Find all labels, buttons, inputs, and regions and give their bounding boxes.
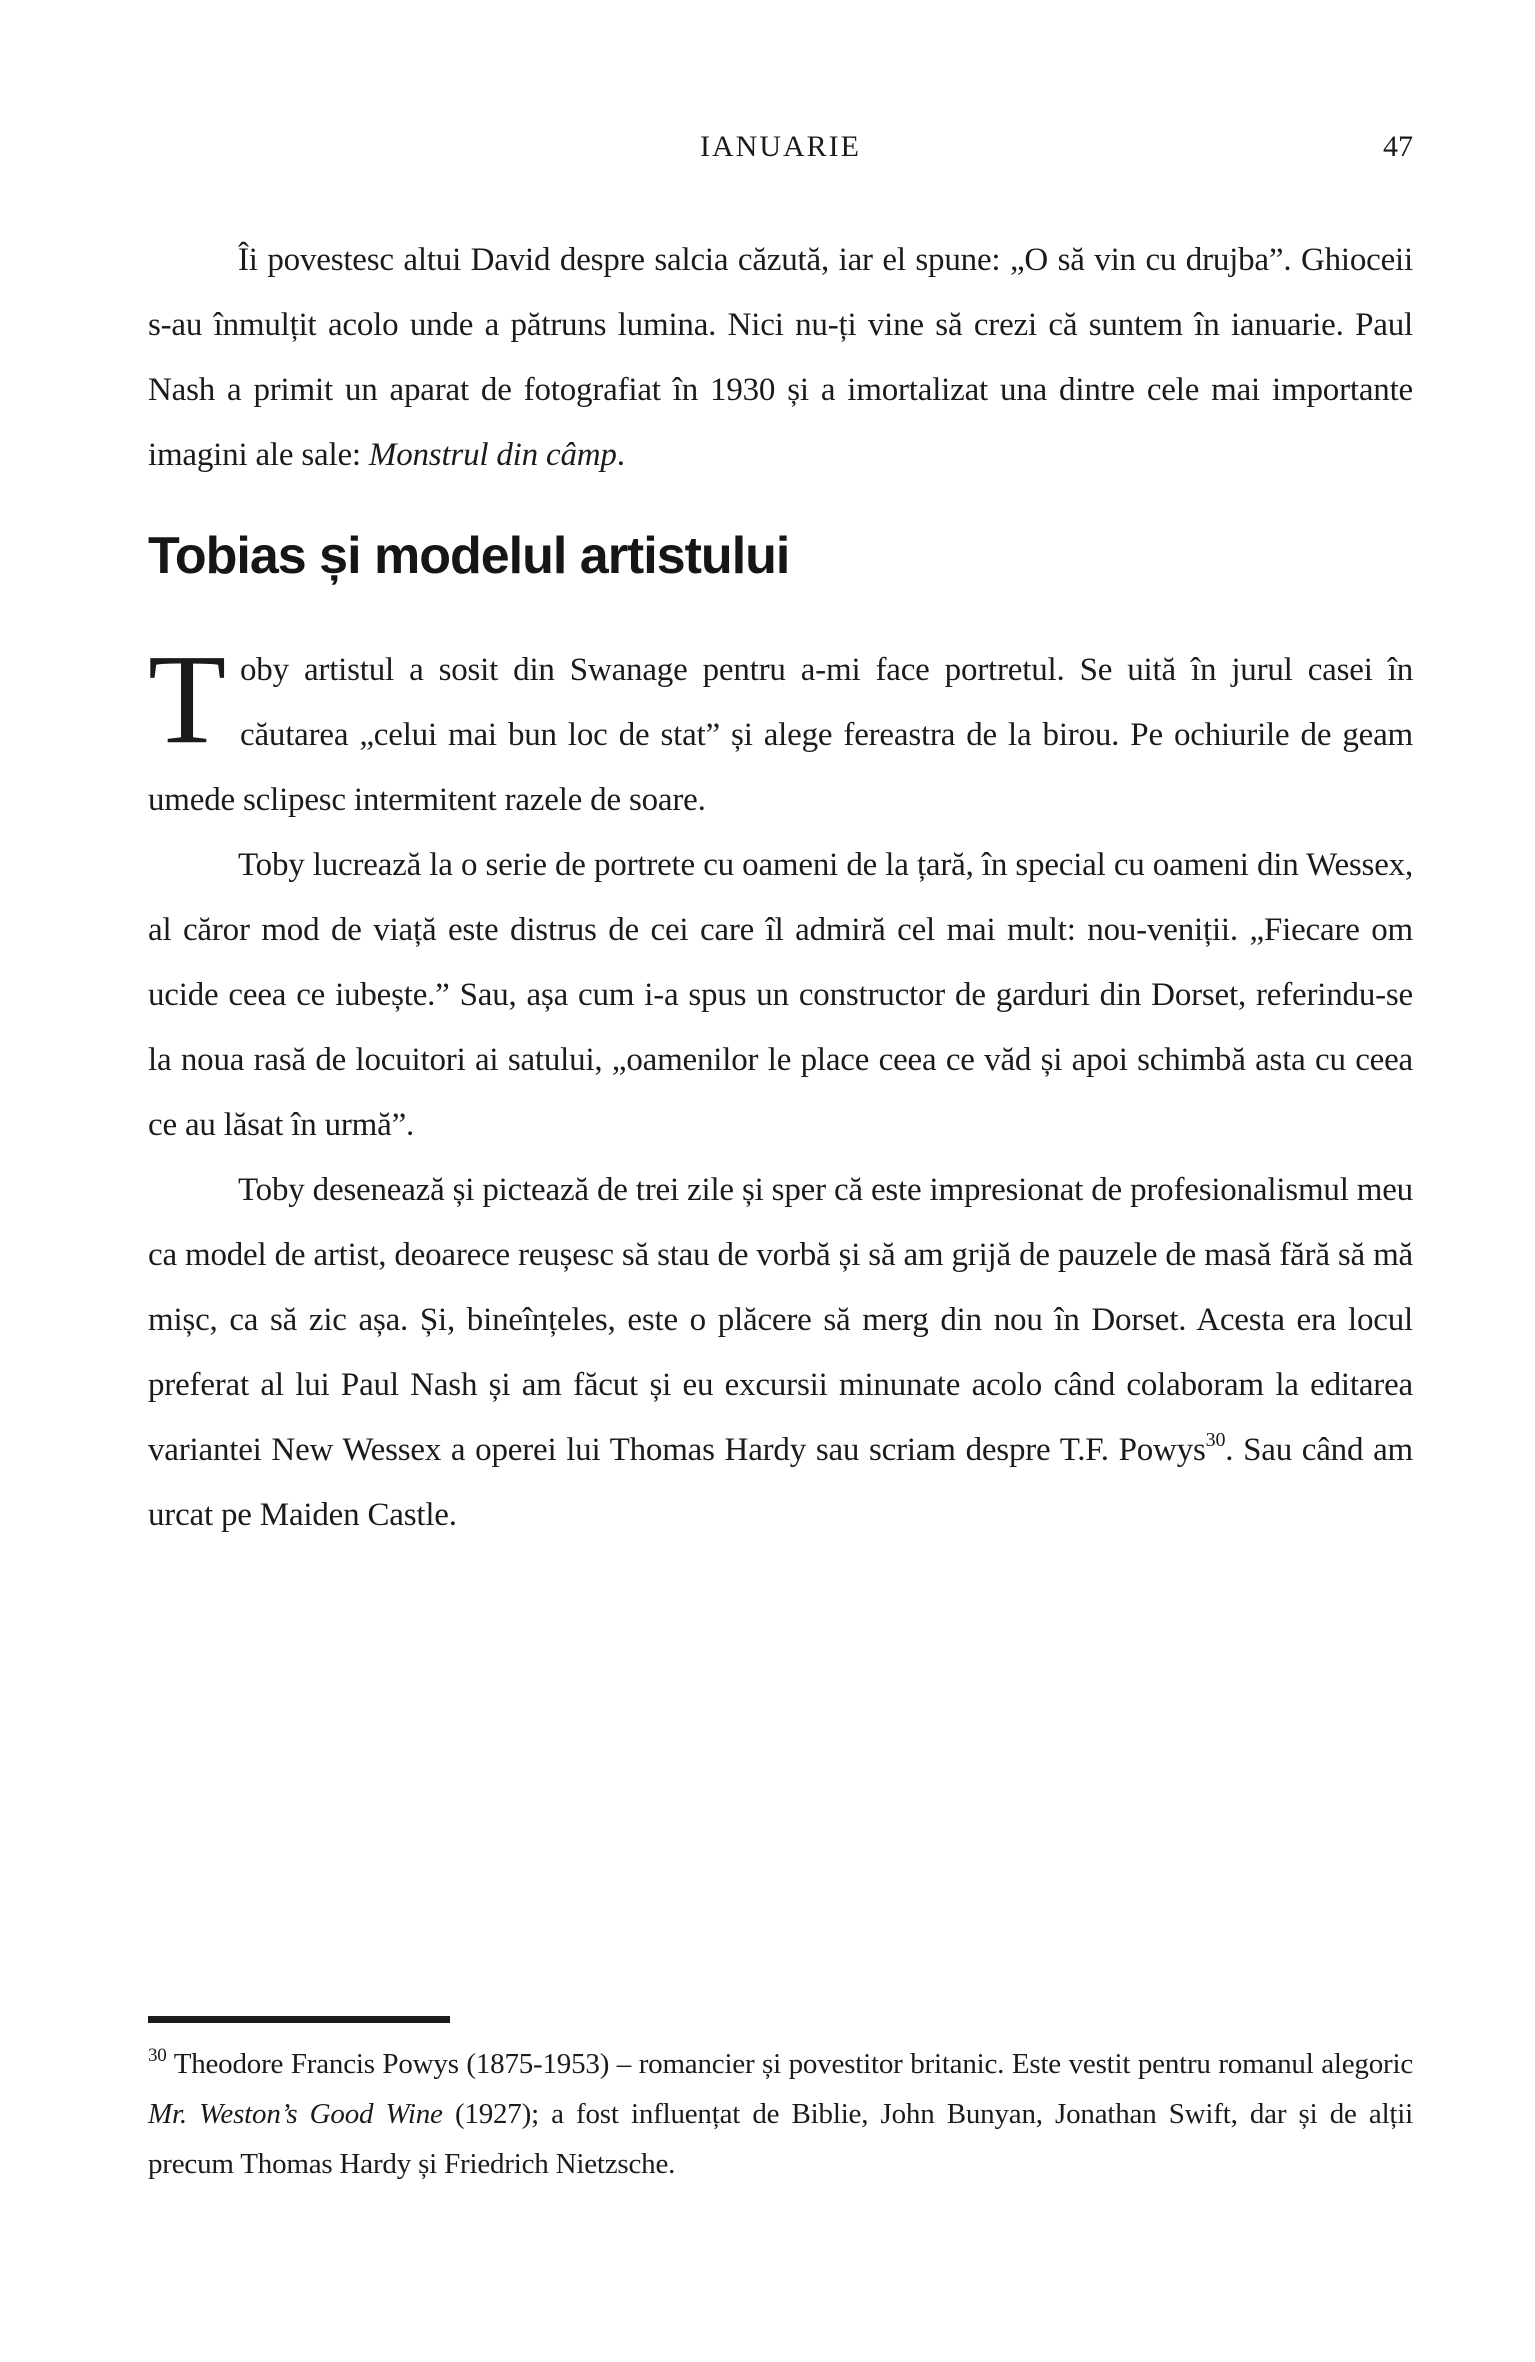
artwork-title-italic: Monstrul din câmp <box>368 437 617 473</box>
footnote-book-title-italic: Mr. Weston’s Good Wine <box>148 2098 443 2130</box>
paragraph-dropcap-text: oby artistul a sosit din Swanage pentru a-mi face portretul. Se uită în jurul casei în căutarea „celui mai bun loc de stat” și alege fereastra de la birou. Pe ochiurile de geam umede sclipesc intermitent razele de soare. <box>148 652 1413 818</box>
paragraph-opening-text: Îi povestesc altui David despre salcia căzută, iar el spune: „O să vin cu drujba”. Ghioceii s-au înmulțit acolo unde a pătruns lumina. Nici nu-ți vine să crezi că suntem în ianuarie. Paul Nash a primit un aparat de fotografiat în 1930 și a imortalizat una dintre cele mai importante imagini ale sale: <box>148 242 1413 473</box>
footnote-text-end: (1927); a fost influențat de Biblie, John Bunyan, Jonathan Swift, dar și de alții precum Thomas Hardy și Friedrich Nietzsche. <box>148 2098 1413 2180</box>
footnote-reference: 30 <box>1205 1429 1226 1451</box>
section-heading: Tobias și modelul artistului <box>148 527 790 585</box>
footnote-divider <box>148 2016 450 2023</box>
paragraph-dorset-text: Toby desenează și pictează de trei zile și sper că este impresionat de profesionalismul meu ca model de artist, deoarece reușesc să stau de vorbă și să am grijă de pauzele de masă fără să mă mișc, ca să zic așa. Și, bineînțeles, este o plăcere să merg din nou în Dorset. Acesta era locul preferat al lui Paul Nash și am făcut și eu excursii minunate acolo când colaboram la editarea variantei New Wessex a operei lui Thomas Hardy sau scriam despre T.F. Powys <box>148 1172 1413 1468</box>
text-block <box>148 228 1413 1548</box>
page-header <box>148 130 1413 170</box>
paragraph-wessex: Toby lucrează la o serie de portrete cu oameni de la țară, în special cu oameni din Wessex, al căror mod de viață este distrus de cei care îl admiră cel mai mult: nou-veniții. „Fiecare om ucide ceea ce iubește.” Sau, așa cum i-a spus un constructor de garduri din Dorset, referindu-se la noua rasă de locuitori ai satului, „oamenilor le place ceea ce văd și apoi schimbă asta cu ceea ce au lăsat în urmă”. <box>148 847 1413 1143</box>
paragraph-dorset <box>148 1158 1413 1548</box>
footnote-text-start: Theodore Francis Powys (1875-1953) – romancier și povestitor britanic. Este vestit pentru romanul alegoric <box>166 2048 1413 2080</box>
paragraph-dorset-end: . Sau când am urcat pe Maiden Castle. <box>148 1432 1413 1533</box>
footnote-30 <box>148 2039 1413 2189</box>
running-title: IANUARIE <box>700 130 861 163</box>
drop-cap: T <box>148 628 226 770</box>
footnote-area <box>148 2016 1413 2189</box>
paragraph-dropcap <box>148 628 1413 833</box>
paragraph-opening <box>148 228 1413 488</box>
page-number: 47 <box>1383 130 1413 163</box>
paragraph-opening-end: . <box>616 437 625 473</box>
footnote-marker: 30 <box>148 2045 167 2066</box>
